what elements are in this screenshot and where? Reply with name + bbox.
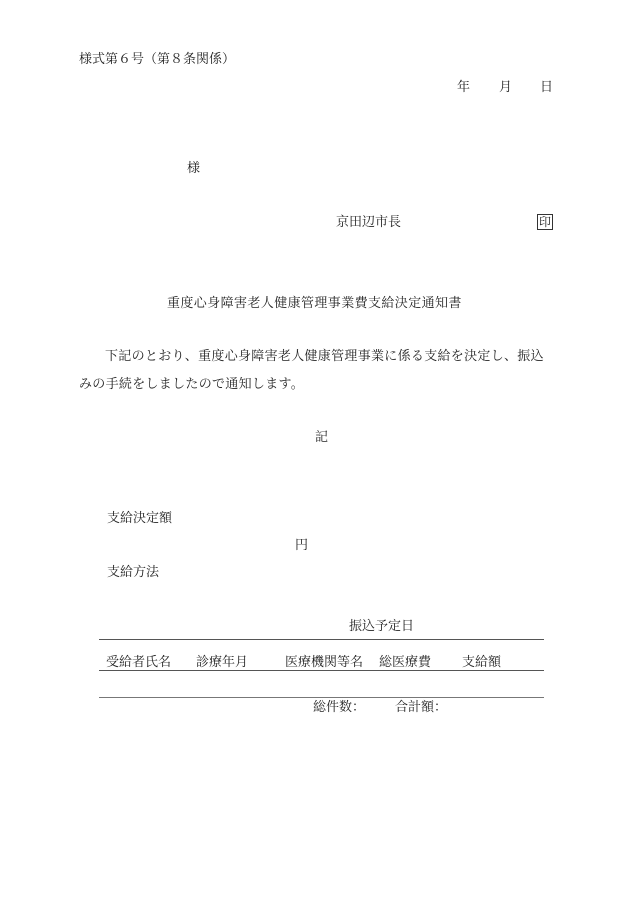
total-count-label: 総件数：: [313, 700, 366, 715]
column-header-treatment-month: 診療年月: [196, 655, 249, 670]
issuer-name: 京田辺市長: [336, 215, 402, 230]
body-paragraph: 下記のとおり、重度心身障害老人健康管理事業に係る支給を決定し、振込みの手続をしましたので通知します。: [79, 349, 544, 392]
ki-label: 記: [315, 430, 329, 445]
date-month-label: 月: [499, 80, 513, 95]
date-day-label: 日: [540, 80, 554, 95]
column-header-total-medical-cost: 総医療費: [379, 655, 432, 670]
seal-mark: [537, 214, 553, 230]
transfer-date-label: 振込予定日: [349, 619, 415, 634]
seal-icon: 印: [539, 215, 552, 229]
currency-unit: 円: [295, 538, 309, 553]
amount-label: 支給決定額: [107, 511, 173, 526]
document-title: 重度心身障害老人健康管理事業費支給決定通知書: [167, 296, 462, 311]
table-top-rule: [99, 639, 544, 640]
form-number: 様式第６号（第８条関係）: [79, 52, 236, 67]
table-body: [99, 671, 544, 697]
method-label: 支給方法: [107, 565, 160, 580]
column-header-medical-institution: 医療機関等名: [285, 655, 364, 670]
total-sum-label: 合計額：: [395, 700, 448, 715]
column-header-recipient-name: 受給者氏名: [106, 655, 172, 670]
column-header-payment-amount: 支給額: [462, 655, 502, 670]
date-line: [457, 81, 470, 94]
date-year-label: 年: [457, 80, 471, 95]
table-bottom-rule: [99, 697, 544, 698]
addressee-honorific: 様: [187, 161, 201, 176]
